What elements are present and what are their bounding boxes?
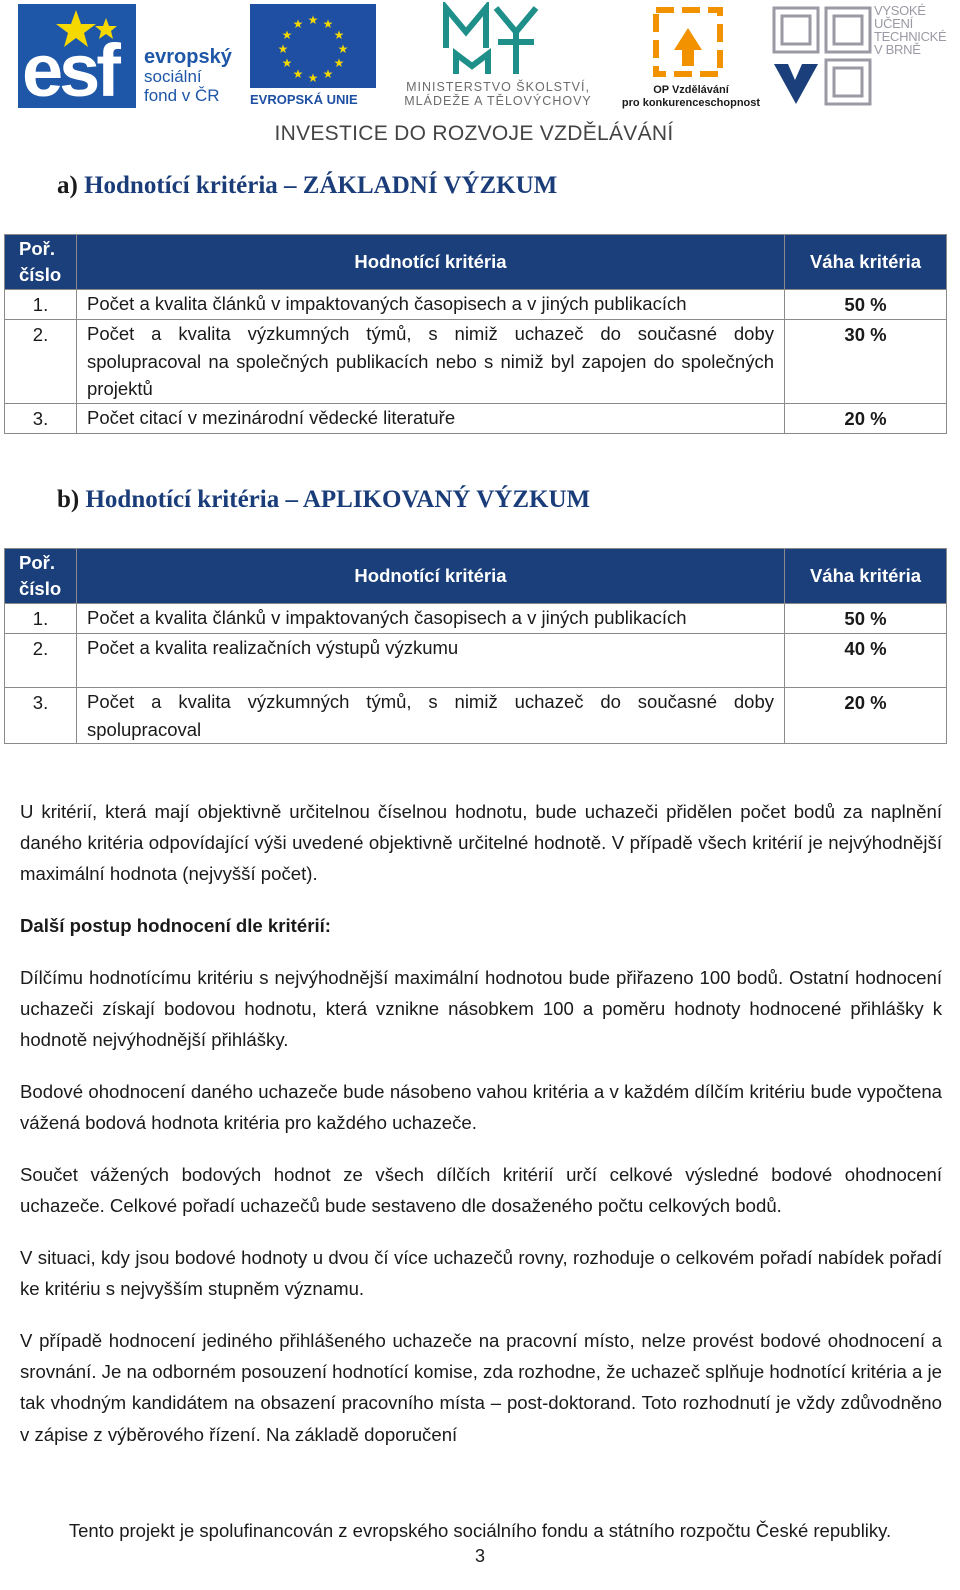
- slogan: INVESTICE DO ROZVOJE VZDĚLÁVÁNÍ: [274, 122, 674, 145]
- table-row: [5, 403, 947, 433]
- vut-line-2: UČENÍ: [874, 16, 913, 31]
- table-row: [5, 290, 947, 320]
- msmt-logo: [388, 2, 608, 110]
- svg-text:★: ★: [281, 28, 293, 42]
- esf-logo: [18, 4, 240, 110]
- svg-text:★: ★: [307, 13, 319, 27]
- eu-stars-icon: [250, 4, 376, 88]
- opvk-mark-icon: [646, 4, 730, 80]
- esf-line-1: evropský: [144, 46, 232, 68]
- header-num: Poř. číslo: [5, 549, 77, 604]
- svg-text:★: ★: [292, 67, 304, 81]
- opvk-line-1: OP Vzdělávání: [653, 84, 729, 96]
- row-num: 3.: [5, 688, 77, 744]
- esf-line-3: fond v ČR: [144, 86, 220, 105]
- opvk-caption: [616, 84, 766, 110]
- footer-funding-note: Tento projekt je spolufinancován z evropského sociálního fondu a státního rozpočtu České republiky.: [68, 1520, 892, 1541]
- svg-text:★: ★: [292, 17, 304, 31]
- msmt-line-2: MLÁDEŽE A TĚLOVÝCHOVY: [404, 94, 592, 108]
- esf-line-2: sociální: [144, 67, 202, 86]
- paragraph-single-applicant: V případě hodnocení jediného přihlášeného uchazeče na pracovní místo, nelze provést bodové ohodnocení a srovnání. Je na odborném posouzení hodnotící komise, zda rozhodne, že uchazeč splňuje hodnotící kritéria a je tak vhodným kandidátem na obsazení pracovního místa – post-doktorand. Toto rozhodnutí je vždy zdůvodněno v zápise z výběrového řízení. Na základě doporučení: [20, 1330, 942, 1445]
- criteria-table-a: [4, 234, 947, 434]
- svg-text:★: ★: [277, 42, 289, 56]
- row-criterion: Počet a kvalita realizačních výstupů výzkumu: [77, 634, 785, 688]
- eu-flag-icon: [250, 4, 376, 88]
- msmt-line-1: MINISTERSTVO ŠKOLSTVÍ,: [406, 80, 590, 94]
- row-num: 3.: [5, 403, 77, 433]
- svg-text:★: ★: [333, 56, 345, 70]
- svg-text:★: ★: [307, 71, 319, 85]
- row-weight: 20 %: [785, 403, 947, 433]
- header-weight: Váha kritéria: [785, 235, 947, 290]
- esf-caption: [144, 48, 232, 105]
- row-weight: 20 %: [785, 688, 947, 744]
- header-weight: Váha kritéria: [785, 549, 947, 604]
- svg-text:★: ★: [333, 28, 345, 42]
- vut-mark-icon: [770, 4, 874, 108]
- header-num: Poř. číslo: [5, 235, 77, 290]
- eu-caption: EVROPSKÁ UNIE: [250, 92, 358, 107]
- criteria-table-b: [4, 548, 947, 744]
- row-weight: 50 %: [785, 290, 947, 320]
- page-number: 3: [474, 1546, 485, 1566]
- table-header-row: [5, 549, 947, 604]
- msmt-monogram-icon: [436, 2, 546, 78]
- logo-bar: [0, 0, 960, 150]
- section-a-letter: a): [57, 172, 78, 199]
- row-criterion: Počet a kvalita článků v impaktovaných časopisech a v jiných publikacích: [77, 604, 785, 634]
- row-criterion: Počet a kvalita výzkumných týmů, s nimiž uchazeč do současné doby spolupracoval na společných publikacích nebo s nimiž byl zapojen do společných projektů: [77, 320, 785, 404]
- vut-line-1: VYSOKÉ: [874, 3, 926, 18]
- opvk-logo: [616, 4, 762, 110]
- row-num: 1.: [5, 290, 77, 320]
- esf-mark: esf: [22, 29, 117, 112]
- table-header-row: [5, 235, 947, 290]
- vut-line-3: TECHNICKÉ: [874, 29, 947, 44]
- section-b-letter: b): [57, 486, 80, 513]
- row-criterion: Počet citací v mezinárodní vědecké literatuře: [77, 403, 785, 433]
- vut-line-4: V BRNĚ: [874, 42, 921, 57]
- table-row: [5, 688, 947, 744]
- row-num: 1.: [5, 604, 77, 634]
- paragraph-total-score: Součet vážených bodových hodnot ze všech dílčích kritérií určí celkové výsledné bodové ohodnocení uchazeče. Celkové pořadí uchazečů bude sestaveno dle dosaženého počtu celkových bodů.: [20, 1164, 942, 1217]
- section-b-title: Hodnotící kritéria – APLIKOVANÝ VÝZKUM: [85, 486, 591, 513]
- row-criterion: Počet a kvalita článků v impaktovaných časopisech a v jiných publikacích: [77, 290, 785, 320]
- svg-text:★: ★: [322, 67, 334, 81]
- subheading-procedure: Další postup hodnocení dle kritérií:: [20, 915, 331, 936]
- esf-logo-square: [18, 4, 136, 112]
- table-row: [5, 604, 947, 634]
- row-num: 2.: [5, 634, 77, 688]
- table-row: [5, 320, 947, 404]
- paragraph-points-assignment: Dílčímu hodnotícímu kritériu s nejvýhodnější maximální hodnotou bude přiřazeno 100 bodů. Ostatní hodnocení uchazeči získají bodovou hodnotu, která vznikne násobkem 100 a poměru hodnoty hodnocené přihlášky k hodnotě nejvýhodnější přihlášky.: [20, 967, 942, 1051]
- section-a-heading: [57, 172, 557, 200]
- svg-text:★: ★: [322, 17, 334, 31]
- row-num: 2.: [5, 320, 77, 404]
- row-weight: 30 %: [785, 320, 947, 404]
- section-a-title: Hodnotící kritéria – ZÁKLADNÍ VÝZKUM: [84, 172, 558, 199]
- vut-caption: [874, 4, 946, 56]
- section-b-heading: [57, 486, 590, 514]
- vut-logo: [770, 4, 950, 110]
- row-weight: 50 %: [785, 604, 947, 634]
- svg-text:★: ★: [281, 56, 293, 70]
- header-criteria: Hodnotící kritéria: [77, 235, 785, 290]
- eu-logo: [250, 4, 376, 110]
- msmt-caption: [388, 80, 608, 108]
- svg-text:★: ★: [337, 42, 349, 56]
- table-row: [5, 634, 947, 688]
- row-criterion: Počet a kvalita výzkumných týmů, s nimiž uchazeč do současné doby spolupracoval: [77, 688, 785, 744]
- row-weight: 40 %: [785, 634, 947, 688]
- opvk-line-2: pro konkurenceschopnost: [621, 97, 761, 109]
- paragraph-tie-break: V situaci, kdy jsou bodové hodnoty u dvou čí více uchazečů rovny, rozhoduje o celkovém pořadí nabídek pořadí ke kritériu s nejvyšším stupněm významu.: [20, 1247, 942, 1300]
- paragraph-objective-criteria: U kritérií, která mají objektivně určitelnou číselnou hodnotu, bude uchazeči přidělen počet bodů za naplnění daného kritéria odpovídající výši uvedené objektivně určitelné hodnotě. V případě všech kritérií je nejvýhodnější maximální hodnota (nejvyšší počet).: [20, 801, 942, 885]
- header-criteria: Hodnotící kritéria: [77, 549, 785, 604]
- paragraph-weighted-score: Bodové ohodnocení daného uchazeče bude násobeno vahou kritéria a v každém dílčím kritériu bude vypočtena vážená bodová hodnota kritéria pro každého uchazeče.: [20, 1081, 942, 1134]
